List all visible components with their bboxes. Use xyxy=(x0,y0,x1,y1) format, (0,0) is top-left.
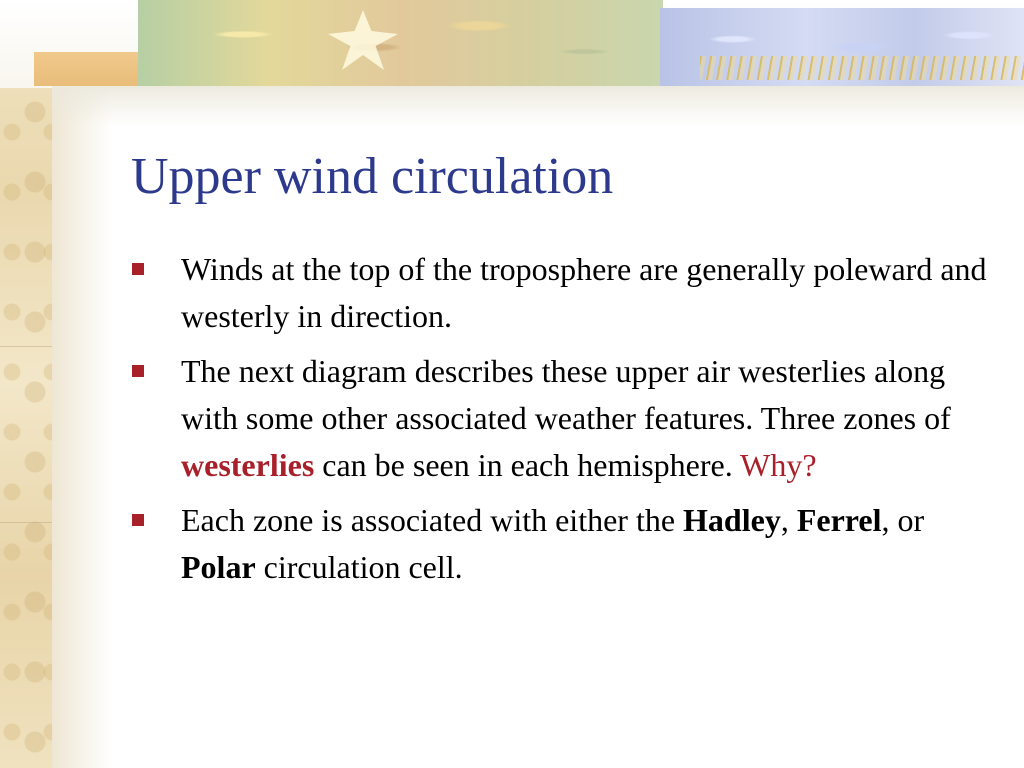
slide-title: Upper wind circulation xyxy=(131,148,614,205)
cell-polar: Polar xyxy=(181,549,256,585)
leaf-icon xyxy=(328,10,398,70)
bullet-text: Winds at the top of the troposphere are generally poleward and westerly in direction. xyxy=(181,251,987,334)
highlight-westerlies: westerlies xyxy=(181,447,315,483)
bullet-text xyxy=(181,497,990,591)
square-bullet-icon xyxy=(132,514,144,526)
separator: , or xyxy=(881,502,925,538)
square-bullet-icon xyxy=(132,263,144,275)
bullet-text-part: The next diagram describes these upper air westerlies along with some other associated weather features. Three zones of xyxy=(181,353,951,436)
bullet-text-part: circulation cell. xyxy=(255,549,463,585)
bullet-text-part: can be seen in each hemisphere. xyxy=(314,447,741,483)
banner-leaves-image xyxy=(138,0,663,86)
banner-shadow xyxy=(52,86,1024,126)
bullet-item xyxy=(130,348,990,489)
banner-grass-image xyxy=(700,56,1024,80)
cell-ferrel: Ferrel xyxy=(796,502,882,538)
bullet-text xyxy=(181,348,990,489)
banner-tan-block xyxy=(34,52,144,86)
top-banner xyxy=(0,0,1024,88)
bullet-text-part: Each zone is associated with either the xyxy=(181,502,684,538)
separator: , xyxy=(780,502,797,538)
square-bullet-icon xyxy=(132,365,144,377)
left-decorative-strip xyxy=(0,0,52,768)
question-why: Why? xyxy=(740,447,817,483)
strip-divider xyxy=(0,346,52,347)
bullet-item xyxy=(130,497,990,591)
strip-divider xyxy=(0,522,52,523)
bullet-list xyxy=(130,246,990,599)
bullet-item xyxy=(130,246,990,340)
cell-hadley: Hadley xyxy=(683,502,781,538)
